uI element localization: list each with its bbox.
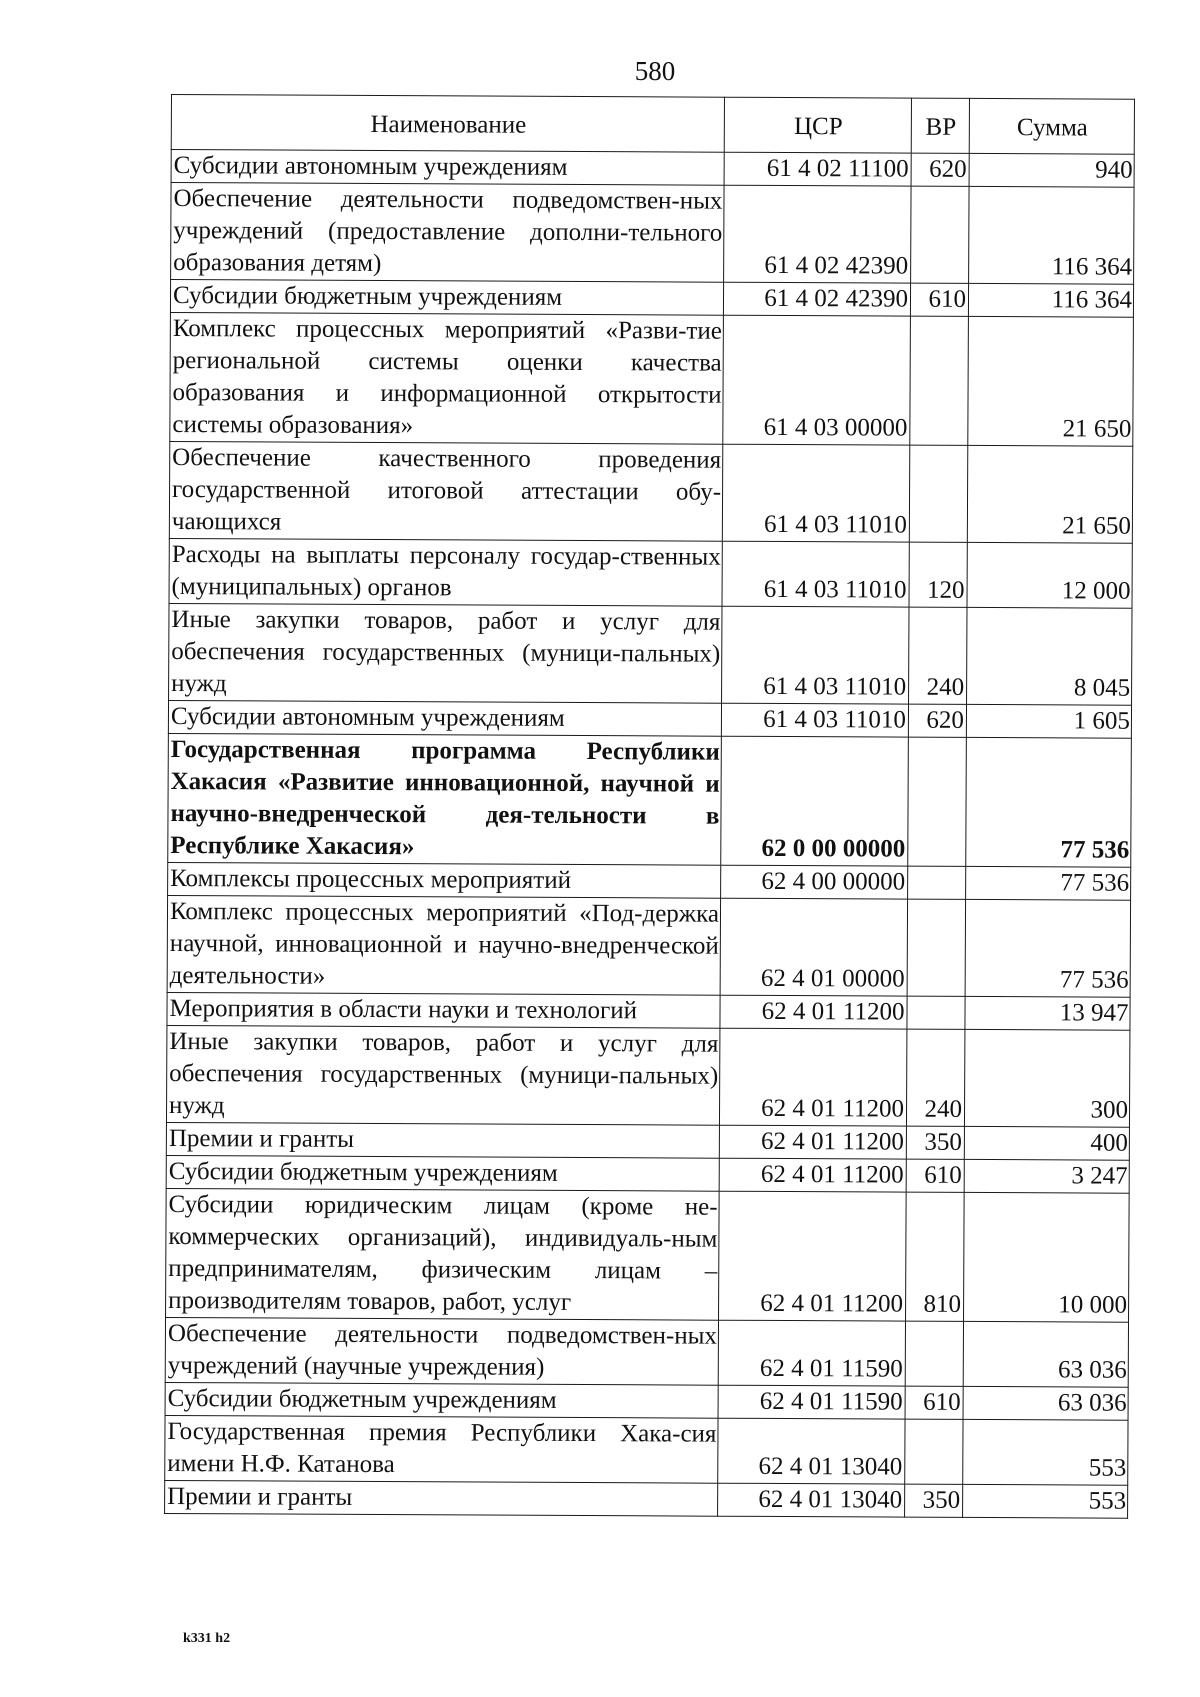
table-row bbox=[165, 1415, 1128, 1485]
table-row bbox=[171, 183, 1134, 285]
row-sum: 300 bbox=[964, 1029, 1129, 1127]
header-vr: ВР bbox=[911, 98, 969, 153]
row-name: Обеспечение деятельности подведомствен-ных учреждений (научные учреждения) bbox=[165, 1317, 718, 1385]
row-csr-code: 62 4 01 11200 bbox=[719, 1158, 906, 1192]
row-name: Субсидии автономным учреждениям bbox=[171, 150, 724, 186]
row-vr-code: 350 bbox=[905, 1484, 963, 1517]
row-sum: 21 650 bbox=[968, 316, 1134, 446]
row-vr-code: 620 bbox=[908, 704, 966, 737]
row-sum: 553 bbox=[963, 1419, 1128, 1485]
row-sum: 77 536 bbox=[966, 866, 1131, 900]
row-vr-code: 610 bbox=[910, 283, 968, 316]
table-row bbox=[166, 1155, 1129, 1193]
row-csr-code: 62 4 01 11200 bbox=[719, 1028, 906, 1126]
header-csr: ЦСР bbox=[724, 97, 911, 153]
row-vr-code bbox=[909, 445, 967, 542]
table-row bbox=[165, 1382, 1128, 1420]
row-vr-code bbox=[907, 996, 965, 1029]
row-csr-code: 62 4 01 11590 bbox=[718, 1320, 905, 1386]
row-sum: 77 536 bbox=[966, 737, 1132, 867]
row-name: Комплексы процессных мероприятий bbox=[168, 862, 721, 898]
row-vr-code: 620 bbox=[911, 153, 969, 186]
row-name: Субсидии бюджетным учреждениям bbox=[166, 1155, 719, 1191]
row-vr-code: 350 bbox=[906, 1126, 964, 1159]
row-vr-code: 120 bbox=[909, 542, 967, 607]
row-csr-code: 62 4 01 13040 bbox=[718, 1483, 905, 1517]
row-name: Субсидии юридическим лицам (кроме не-коммерческих организаций), индивидуаль-ным предпринимателям, физическим лицам – производителям товаров, работ, услуг bbox=[166, 1188, 720, 1320]
row-csr-code: 62 4 01 11590 bbox=[718, 1385, 905, 1419]
table-row bbox=[169, 603, 1132, 705]
row-vr-code: 240 bbox=[909, 607, 967, 704]
row-sum: 1 605 bbox=[966, 704, 1131, 738]
row-sum: 116 364 bbox=[969, 186, 1134, 284]
table-row bbox=[168, 733, 1132, 867]
row-name: Мероприятия в области науки и технологий bbox=[167, 992, 720, 1028]
row-sum: 116 364 bbox=[968, 283, 1133, 317]
row-csr-code: 62 4 00 00000 bbox=[721, 865, 908, 899]
row-name: Премии и гранты bbox=[166, 1122, 719, 1158]
row-sum: 400 bbox=[964, 1126, 1129, 1160]
row-sum: 63 036 bbox=[963, 1386, 1128, 1420]
table-row bbox=[169, 538, 1132, 608]
row-vr-code bbox=[907, 899, 965, 996]
row-sum: 13 947 bbox=[965, 996, 1130, 1030]
row-vr-code: 810 bbox=[906, 1192, 965, 1321]
table-row bbox=[167, 895, 1130, 997]
row-csr-code: 61 4 03 11010 bbox=[721, 703, 908, 737]
table-row bbox=[166, 1122, 1129, 1160]
table-row bbox=[168, 700, 1131, 738]
header-sum: Сумма bbox=[969, 98, 1134, 154]
row-sum: 12 000 bbox=[967, 542, 1132, 608]
footer-code: k331 h2 bbox=[183, 1631, 231, 1646]
row-csr-code: 62 0 00 00000 bbox=[721, 736, 909, 866]
row-vr-code bbox=[905, 1419, 963, 1484]
row-sum: 21 650 bbox=[967, 445, 1132, 543]
table-row bbox=[167, 992, 1130, 1030]
table-row bbox=[166, 1025, 1129, 1127]
table-row bbox=[165, 1317, 1128, 1387]
row-name: Комплекс процессных мероприятий «Под-держка научной, инновационной и научно-внедренческой деятельности» bbox=[167, 895, 720, 995]
table-row bbox=[171, 150, 1134, 188]
row-name: Обеспечение деятельности подведомствен-ных учреждений (предоставление дополни-тельного образования детям) bbox=[171, 183, 724, 283]
row-csr-code: 61 4 02 11100 bbox=[724, 152, 911, 186]
row-vr-code: 240 bbox=[906, 1029, 964, 1126]
table-row bbox=[169, 441, 1132, 543]
table-row bbox=[170, 280, 1133, 318]
row-sum: 77 536 bbox=[965, 899, 1130, 997]
row-name: Обеспечение качественного проведения государственной итоговой аттестации обу-чающихся bbox=[169, 441, 722, 541]
row-csr-code: 62 4 01 00000 bbox=[720, 898, 907, 996]
row-vr-code bbox=[908, 866, 966, 899]
row-vr-code bbox=[911, 186, 969, 283]
row-sum: 10 000 bbox=[964, 1192, 1130, 1322]
row-csr-code: 61 4 03 11010 bbox=[722, 541, 909, 607]
row-csr-code: 61 4 03 11010 bbox=[722, 606, 909, 704]
row-csr-code: 61 4 03 00000 bbox=[723, 315, 911, 445]
budget-table bbox=[164, 94, 1135, 1519]
row-name: Иные закупки товаров, работ и услуг для обеспечения государственных (муници-пальных) нужд bbox=[166, 1025, 719, 1125]
row-name: Государственная программа Республики Хакасия «Развитие инновационной, научной и научно-внедренческой дея-тельности в Республике Хакасия» bbox=[168, 733, 722, 865]
row-csr-code: 61 4 03 11010 bbox=[722, 444, 909, 542]
row-vr-code bbox=[905, 1321, 963, 1386]
row-csr-code: 62 4 01 11200 bbox=[719, 1191, 907, 1321]
row-name: Премии и гранты bbox=[165, 1480, 718, 1516]
row-sum: 8 045 bbox=[967, 607, 1132, 705]
header-name: Наименование bbox=[171, 95, 724, 153]
row-sum: 940 bbox=[969, 153, 1134, 187]
table-row bbox=[170, 312, 1134, 446]
table-row bbox=[168, 862, 1131, 900]
table-body bbox=[165, 150, 1135, 1519]
row-csr-code: 62 4 01 13040 bbox=[718, 1418, 905, 1484]
row-vr-code bbox=[908, 737, 967, 866]
row-sum: 3 247 bbox=[964, 1159, 1129, 1193]
row-csr-code: 62 4 01 11200 bbox=[720, 995, 907, 1029]
row-name: Субсидии бюджетным учреждениям bbox=[165, 1382, 718, 1418]
row-csr-code: 62 4 01 11200 bbox=[719, 1125, 906, 1159]
row-name: Комплекс процессных мероприятий «Разви-тие региональной системы оценки качества образования и информационной открытости системы образования» bbox=[170, 312, 724, 444]
table-row bbox=[166, 1188, 1130, 1322]
table-header-row bbox=[171, 95, 1134, 155]
row-sum: 63 036 bbox=[963, 1321, 1128, 1387]
row-sum: 553 bbox=[963, 1484, 1128, 1518]
row-name: Субсидии бюджетным учреждениям bbox=[170, 280, 723, 316]
row-vr-code bbox=[910, 316, 969, 445]
row-csr-code: 61 4 02 42390 bbox=[723, 282, 910, 316]
row-vr-code: 610 bbox=[906, 1159, 964, 1192]
row-name: Государственная премия Республики Хака-сия имени Н.Ф. Катанова bbox=[165, 1415, 718, 1483]
row-name: Субсидии автономным учреждениям bbox=[168, 700, 721, 736]
row-name: Расходы на выплаты персоналу государ-ственных (муниципальных) органов bbox=[169, 538, 722, 606]
row-csr-code: 61 4 02 42390 bbox=[724, 185, 911, 283]
row-name: Иные закупки товаров, работ и услуг для обеспечения государственных (муници-пальных) нужд bbox=[169, 603, 722, 703]
page-number: 580 bbox=[634, 56, 676, 86]
table-row bbox=[165, 1480, 1128, 1518]
row-vr-code: 610 bbox=[905, 1386, 963, 1419]
